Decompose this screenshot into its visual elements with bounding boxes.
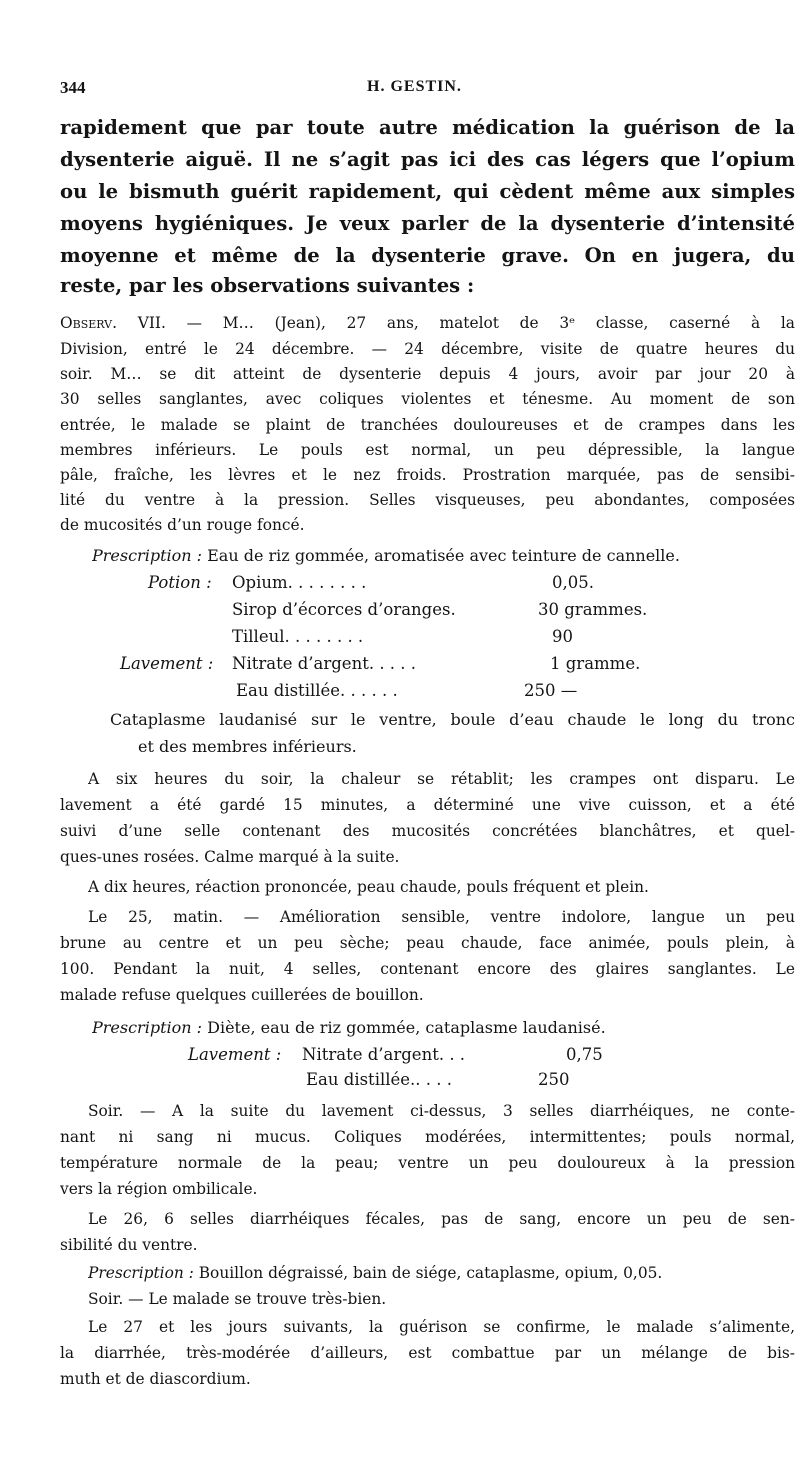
prescription-label: Prescription : xyxy=(92,1018,203,1037)
paragraph-line: muth et de diascordium. xyxy=(60,1370,251,1388)
paragraph-line: nant ni sang ni mucus. Coliques modérées, intermittentes; pouls normal, xyxy=(60,1128,795,1146)
paragraph-line: brune au centre et un peu sèche; peau chaude, face animée, pouls plein, à xyxy=(60,934,795,952)
intro-line: ou le bismuth guérit rapidement, qui cèdent même aux simples xyxy=(60,180,795,203)
paragraph-line: Le 27 et les jours suivants, la guérison se confirme, le malade s’alimente, xyxy=(88,1318,795,1336)
recipe-item-name: Eau distillée. . . . . . xyxy=(236,681,398,700)
recipe-item-qty: 0,05. xyxy=(552,573,594,592)
paragraph-line: malade refuse quelques cuillerées de bouillon. xyxy=(60,986,424,1004)
intro-line: moyenne et même de la dysenterie grave. On en jugera, du xyxy=(60,244,795,267)
prescription-label: Prescription : xyxy=(88,1264,194,1282)
recipe-item-qty: 0,75 xyxy=(566,1045,603,1064)
observation-line: entrée, le malade se plaint de tranchées douloureuses et de crampes dans les xyxy=(60,416,795,434)
cataplasme-line: et des membres inférieurs. xyxy=(138,737,357,756)
paragraph-line: lavement a été gardé 15 minutes, a déterminé une vive cuisson, et a été xyxy=(60,796,795,814)
observation-line: 30 selles sanglantes, avec coliques violentes et ténesme. Au moment de son xyxy=(60,390,795,408)
recipe-item-qty: 250 — xyxy=(524,681,578,700)
paragraph-line: vers la région ombilicale. xyxy=(60,1180,258,1198)
paragraph-line: Le 25, matin. — Amélioration sensible, ventre indolore, langue un peu xyxy=(88,908,795,926)
recipe-item-name: Nitrate d’argent. . . . . xyxy=(232,654,417,673)
page-number: 344 xyxy=(60,78,86,97)
paragraph-line: sibilité du ventre. xyxy=(60,1236,198,1254)
recipe-item-name: Nitrate d’argent. . . xyxy=(302,1045,466,1064)
paragraph-line: ques-unes rosées. Calme marqué à la suite. xyxy=(60,848,400,866)
paragraph-line: la diarrhée, très-modérée d’ailleurs, est combattue par un mélange de bis- xyxy=(60,1344,795,1362)
potion-label: Potion : xyxy=(148,573,212,592)
observation-line: de mucosités d’un rouge foncé. xyxy=(60,516,305,534)
paragraph-line: 100. Pendant la nuit, 4 selles, contenant encore des glaires sanglantes. Le xyxy=(60,960,795,978)
intro-line: dysenterie aiguë. Il ne s’agit pas ici des cas légers que l’opium xyxy=(60,148,795,171)
paragraph-line: température normale de la peau; ventre un peu douloureux à la pression xyxy=(60,1154,795,1172)
lavement-label: Lavement : xyxy=(120,654,214,673)
recipe-item-qty: 30 grammes. xyxy=(538,600,648,619)
prescription-line: Prescription : Bouillon dégraissé, bain de siége, cataplasme, opium, 0,05. xyxy=(88,1264,663,1282)
recipe-item-qty: 1 gramme. xyxy=(550,654,641,673)
page-header xyxy=(60,78,800,104)
running-title: H. GESTIN. xyxy=(367,78,462,95)
recipe-item-qty: 250 xyxy=(538,1070,570,1089)
paragraph-line: Soir. — A la suite du lavement ci-dessus, 3 selles diarrhéiques, ne conte- xyxy=(88,1102,795,1120)
paragraph-line: suivi d’une selle contenant des mucosités concrétées blanchâtres, et quel- xyxy=(60,822,795,840)
cataplasme-line: Cataplasme laudanisé sur le ventre, boule d’eau chaude le long du tronc xyxy=(110,710,795,729)
recipe-item-name: Sirop d’écorces d’oranges. xyxy=(232,600,456,619)
paragraph-line: A six heures du soir, la chaleur se rétablit; les crampes ont disparu. Le xyxy=(88,770,795,788)
paragraph-line: Le 26, 6 selles diarrhéiques fécales, pas de sang, encore un peu de sen- xyxy=(88,1210,795,1228)
observation-line: membres inférieurs. Le pouls est normal, un peu dépressible, la langue xyxy=(60,441,795,459)
prescription-line: Prescription : Eau de riz gommée, aromatisée avec teinture de cannelle. xyxy=(92,546,680,565)
paragraph-line: A dix heures, réaction prononcée, peau chaude, pouls fréquent et plein. xyxy=(88,878,649,896)
intro-line: reste, par les observations suivantes : xyxy=(60,274,475,297)
intro-line: moyens hygiéniques. Je veux parler de la dysenterie d’intensité xyxy=(60,212,795,235)
observation-line: Division, entré le 24 décembre. — 24 décembre, visite de quatre heures du xyxy=(60,340,795,358)
observation-line: lité du ventre à la pression. Selles visqueuses, peu abondantes, composées xyxy=(60,491,795,509)
prescription-line: Prescription : Diète, eau de riz gommée, cataplasme laudanisé. xyxy=(92,1018,606,1037)
observation-line: soir. M… se dit atteint de dysenterie depuis 4 jours, avoir par jour 20 à xyxy=(60,365,795,383)
recipe-item-name: Opium. . . . . . . . xyxy=(232,573,367,592)
paragraph-line: Soir. — Le malade se trouve très-bien. xyxy=(88,1290,387,1308)
intro-line: rapidement que par toute autre médication la guérison de la xyxy=(60,116,795,139)
lavement-label: Lavement : xyxy=(188,1045,282,1064)
observation-line: pâle, fraîche, les lèvres et le nez froids. Prostration marquée, pas de sensibi- xyxy=(60,466,795,484)
observation-line: Observ. VII. — M… (Jean), 27 ans, matelot de 3ᵉ classe, caserné à la xyxy=(60,314,795,332)
recipe-item-name: Eau distillée.. . . . xyxy=(306,1070,453,1089)
recipe-item-name: Tilleul. . . . . . . . xyxy=(232,627,364,646)
recipe-item-qty: 90 xyxy=(552,627,573,646)
prescription-label: Prescription : xyxy=(92,546,203,565)
observation-label: Observ. xyxy=(60,314,117,332)
